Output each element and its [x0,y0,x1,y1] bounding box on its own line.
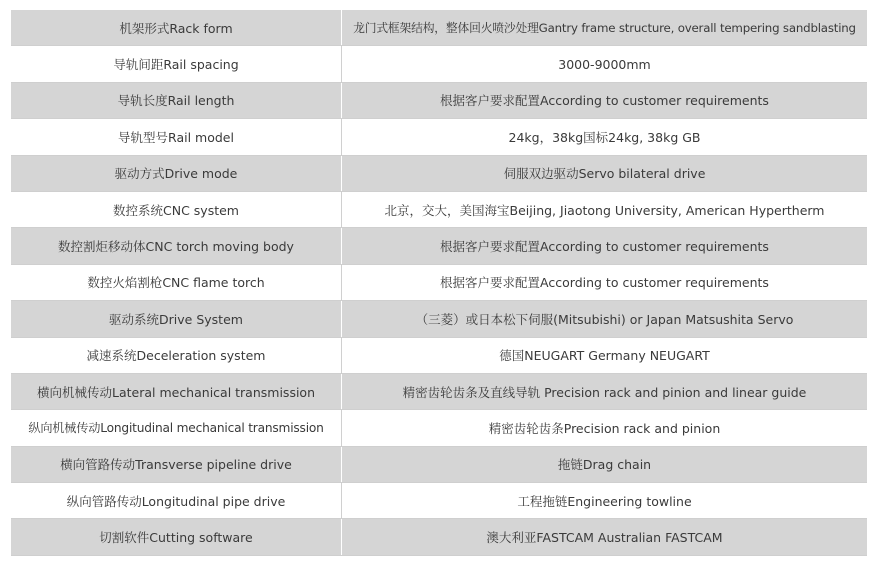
spec-label: 机架形式Rack form [11,10,342,46]
spec-label: 导轨间距Rail spacing [11,46,342,82]
spec-value: （三菱）或日本松下伺服(Mitsubishi) or Japan Matsushita Servo [342,301,868,337]
spec-label: 驱动系统Drive System [11,301,342,337]
table-row [11,301,867,337]
spec-table [11,10,867,556]
spec-label: 横向管路传动Transverse pipeline drive [11,446,342,482]
spec-value: 3000-9000mm [342,46,868,82]
table-row [11,82,867,118]
spec-value: 澳大利亚FASTCAM Australian FASTCAM [342,519,868,556]
table-row [11,191,867,227]
table-row [11,519,867,556]
table-row [11,337,867,373]
spec-label: 导轨型号Rail model [11,119,342,155]
table-row [11,373,867,409]
spec-label: 纵向管路传动Longitudinal pipe drive [11,483,342,519]
spec-value: 工程拖链Engineering towline [342,483,868,519]
spec-label: 数控割炬移动体CNC torch moving body [11,228,342,264]
spec-value: 根据客户要求配置According to customer requirements [342,264,868,300]
spec-label: 数控系统CNC system [11,191,342,227]
table-row [11,483,867,519]
table-row [11,119,867,155]
spec-label: 纵向机械传动Longitudinal mechanical transmission [11,410,342,446]
table-row [11,46,867,82]
spec-value: 根据客户要求配置According to customer requirements [342,228,868,264]
spec-label: 切割软件Cutting software [11,519,342,556]
spec-label: 驱动方式Drive mode [11,155,342,191]
spec-label: 导轨长度Rail length [11,82,342,118]
spec-value: 伺服双边驱动Servo bilateral drive [342,155,868,191]
spec-value: 根据客户要求配置According to customer requirements [342,82,868,118]
table-row [11,155,867,191]
spec-label: 减速系统Deceleration system [11,337,342,373]
spec-value: 龙门式框架结构，整体回火喷沙处理Gantry frame structure, overall tempering sandblasting [342,10,868,46]
spec-value: 精密齿轮齿条及直线导轨 Precision rack and pinion and linear guide [342,373,868,409]
spec-value: 拖链Drag chain [342,446,868,482]
spec-value: 精密齿轮齿条Precision rack and pinion [342,410,868,446]
table-row [11,228,867,264]
spec-label: 数控火焰割枪CNC flame torch [11,264,342,300]
spec-label: 横向机械传动Lateral mechanical transmission [11,373,342,409]
table-row [11,446,867,482]
table-row [11,410,867,446]
table-row [11,10,867,46]
spec-value: 24kg，38kg国标24kg, 38kg GB [342,119,868,155]
table-row [11,264,867,300]
spec-value: 北京，交大，美国海宝Beijing, Jiaotong University, American Hypertherm [342,191,868,227]
spec-value: 德国NEUGART Germany NEUGART [342,337,868,373]
